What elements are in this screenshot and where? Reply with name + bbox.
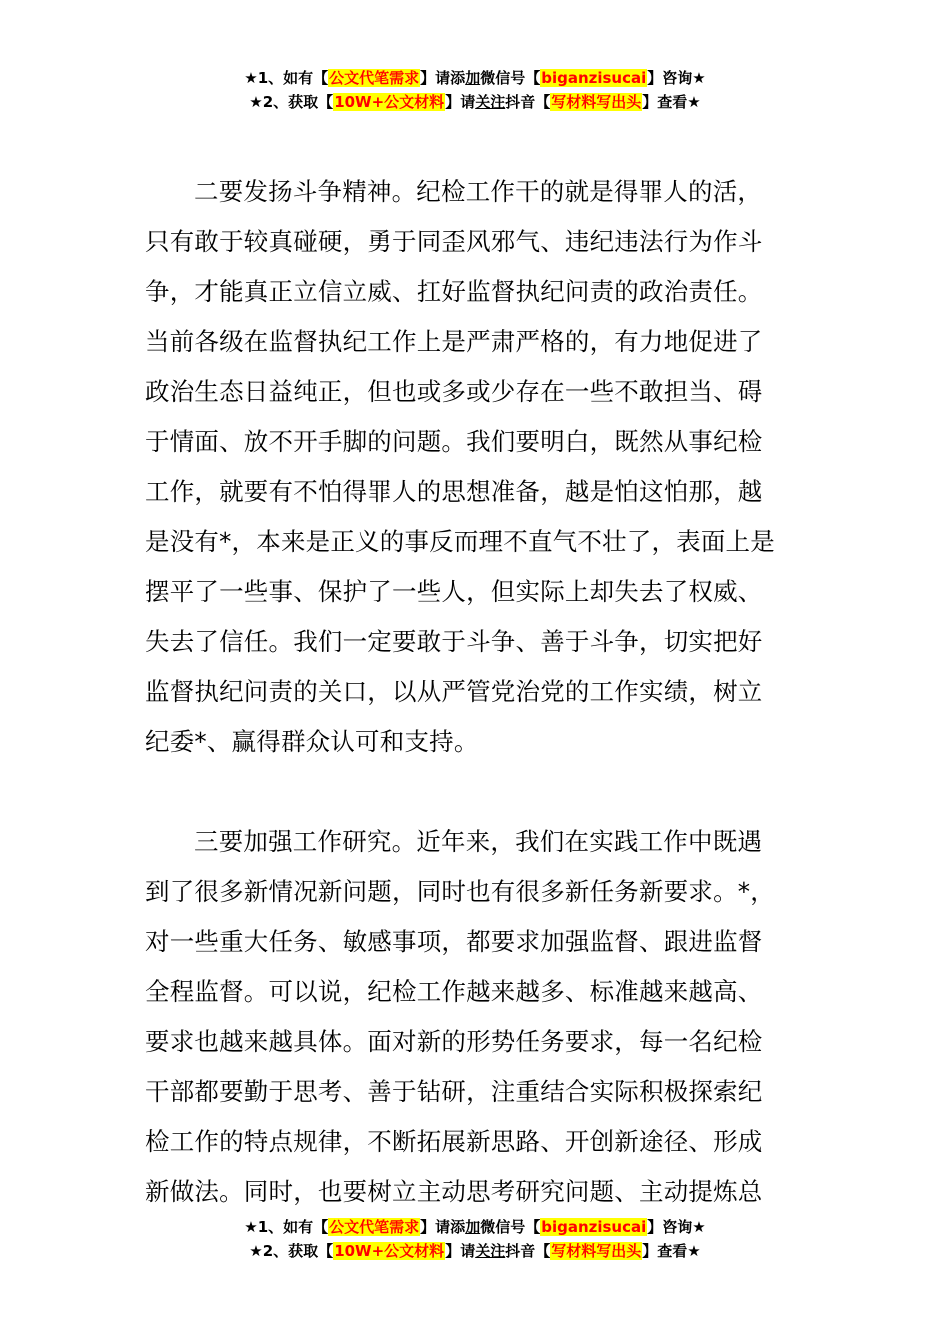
text-line: 工作，就要有不怕得罪人的思想准备，越是怕这怕那，越 (145, 477, 763, 506)
banner-text: 微信号【 (480, 1218, 541, 1236)
banner-underlined: 加 (465, 1218, 481, 1236)
header-banner (0, 66, 950, 114)
highlight-douyin-account: 写材料写出头 (551, 93, 642, 111)
banner-text: 】咨询★ (647, 69, 706, 87)
banner-text: 】请添 (420, 1218, 466, 1236)
banner-text: 抖音【 (505, 93, 551, 111)
banner-text: 】请 (445, 1242, 476, 1260)
banner-text: 】查看★ (642, 1242, 701, 1260)
highlight-materials: 10W+公文材料 (334, 1242, 445, 1260)
text-line: 到了很多新情况新问题，同时也有很多新任务新要求。*， (145, 877, 775, 906)
text-line: 争，才能真正立信立威、扛好监督执纪问责的政治责任。 (145, 277, 763, 306)
banner-text: 微信号【 (480, 69, 541, 87)
text-line: 只有敢于较真碰硬，勇于同歪风邪气、违纪违法行为作斗 (145, 227, 763, 256)
highlight-douyin-account: 写材料写出头 (551, 1242, 642, 1260)
banner-text: 】请 (445, 93, 476, 111)
text-line: 新做法。同时，也要树立主动思考研究问题、主动提炼总 (145, 1177, 763, 1206)
text-line: 干部都要勤于思考、善于钻研，注重结合实际积极探索纪 (145, 1077, 763, 1106)
text-line: 要求也越来越具体。面对新的形势任务要求，每一名纪检 (145, 1027, 763, 1056)
text-line: 政治生态日益纯正，但也或多或少存在一些不敢担当、碍 (145, 377, 763, 406)
banner-text: 】查看★ (642, 93, 701, 111)
banner-line-1 (0, 1215, 950, 1239)
banner-text: ★1、如有【 (244, 1218, 329, 1236)
banner-text: ★1、如有【 (244, 69, 329, 87)
banner-line-1 (0, 66, 950, 90)
text-line: 检工作的特点规律，不断拓展新思路、开创新途径、形成 (145, 1127, 763, 1156)
text-line: 对一些重大任务、敏感事项，都要求加强监督、跟进监督 (145, 927, 763, 956)
banner-text: 】咨询★ (647, 1218, 706, 1236)
banner-underlined: 关注 (475, 93, 506, 111)
text-line: 全程监督。可以说，纪检工作越来越多、标准越来越高、 (145, 977, 763, 1006)
text-line: 当前各级在监督执纪工作上是严肃严格的，有力地促进了 (145, 327, 763, 356)
banner-underlined: 关注 (475, 1242, 506, 1260)
paragraph-spacer (145, 767, 810, 817)
highlight-wechat-id: biganzisucai (541, 69, 647, 87)
highlight-wechat-id: biganzisucai (541, 1218, 647, 1236)
highlight-service: 公文代笔需求 (329, 69, 420, 87)
banner-underlined: 加 (465, 69, 481, 87)
banner-text: 】请添 (420, 69, 466, 87)
text-line: 监督执纪问责的关口，以从严管党治党的工作实绩，树立 (145, 677, 763, 706)
paragraph-work-research (145, 817, 810, 1217)
text-line: 二要发扬斗争精神。纪检工作干的就是得罪人的活， (194, 177, 763, 206)
banner-text: 抖音【 (505, 1242, 551, 1260)
footer-banner (0, 1215, 950, 1263)
text-line: 摆平了一些事、保护了一些人，但实际上却失去了权威、 (145, 577, 763, 606)
text-line: 失去了信任。我们一定要敢于斗争、善于斗争，切实把好 (145, 627, 763, 656)
text-line: 三要加强工作研究。近年来，我们在实践工作中既遇 (194, 827, 763, 856)
text-line: 纪委*、赢得群众认可和支持。 (145, 727, 479, 756)
banner-line-2 (0, 1239, 950, 1263)
document-body (145, 167, 810, 1217)
banner-line-2 (0, 90, 950, 114)
banner-text: ★2、获取【 (249, 1242, 334, 1260)
banner-text: ★2、获取【 (249, 93, 334, 111)
highlight-service: 公文代笔需求 (329, 1218, 420, 1236)
paragraph-struggle-spirit (145, 167, 810, 767)
text-line: 是没有*，本来是正义的事反而理不直气不壮了，表面上是 (145, 527, 775, 556)
highlight-materials: 10W+公文材料 (334, 93, 445, 111)
text-line: 于情面、放不开手脚的问题。我们要明白，既然从事纪检 (145, 427, 763, 456)
